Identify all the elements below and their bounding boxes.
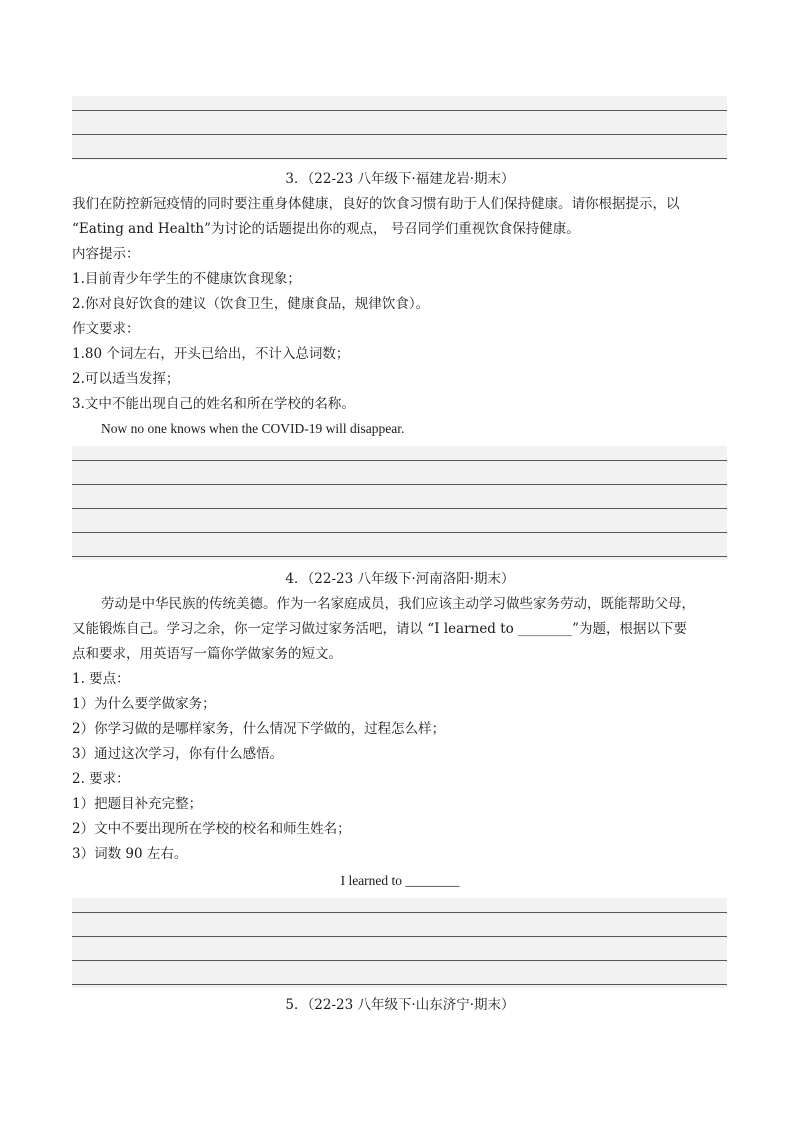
writing-line <box>72 110 727 111</box>
q3-requirement-2: 2.可以适当发挥； <box>72 371 180 387</box>
q4-requirement-1: 1）把题目补充完整； <box>72 796 203 812</box>
q4-point-2: 2）你学习做的是哪样家务，什么情况下学做的，过程怎么样； <box>72 721 446 737</box>
q4-point-3: 3）通过这次学习，你有什么感悟。 <box>72 746 284 762</box>
writing-line <box>72 134 727 135</box>
q4-requirement-3: 3）词数 90 左右。 <box>72 846 188 862</box>
writing-line <box>72 508 727 509</box>
q3-hint-2: 2.你对良好饮食的建议（饮食卫生，健康食品，规律饮食）。 <box>72 296 430 312</box>
question-4-heading: 4．（22-23 八年级下·河南洛阳·期末） <box>285 571 515 587</box>
q4-intro-line-3: 点和要求，用英语写一篇你学做家务的短文。 <box>72 646 342 662</box>
q4-point-1: 1）为什么要学做家务； <box>72 696 216 712</box>
q4-requirements-title: 2. 要求： <box>72 771 130 787</box>
writing-line <box>72 912 727 913</box>
question-3-heading: 3．（22-23 八年级下·福建龙岩·期末） <box>285 171 515 187</box>
writing-lines-q4[interactable] <box>72 898 727 988</box>
writing-lines-q2[interactable] <box>72 96 727 160</box>
writing-line <box>72 556 727 557</box>
q3-requirements-title: 作文要求： <box>72 321 140 337</box>
question-5-heading: 5．（22-23 八年级下·山东济宁·期末） <box>285 997 515 1013</box>
writing-line <box>72 984 727 985</box>
q4-intro-line-1: 劳动是中华民族的传统美德。作为一名家庭成员，我们应该主动学习做些家务劳动，既能帮助父母， <box>101 596 695 612</box>
q3-opening-sentence: Now no one knows when the COVID-19 will disappear. <box>101 421 405 436</box>
q3-hint-1: 1.目前青少年学生的不健康饮食现象； <box>72 271 301 287</box>
q4-intro-line-2: 又能锻炼自己。学习之余，你一定学习做过家务活吧，请以 “I learned to ________”为题，根据以下要 <box>72 621 687 637</box>
q4-points-title: 1. 要点： <box>72 671 130 687</box>
writing-line <box>72 936 727 937</box>
q4-essay-title: I learned to ________ <box>340 873 460 888</box>
writing-lines-q3[interactable] <box>72 446 727 560</box>
q3-intro-line-1: 我们在防控新冠疫情的同时要注重身体健康，良好的饮食习惯有助于人们保持健康。请你根据提示，以 <box>72 196 680 212</box>
writing-line <box>72 484 727 485</box>
writing-line <box>72 960 727 961</box>
q4-requirement-2: 2）文中不要出现所在学校的校名和师生姓名； <box>72 821 351 837</box>
writing-line <box>72 460 727 461</box>
q3-intro-line-2: “Eating and Health”为讨论的话题提出你的观点， 号召同学们重视饮食保持健康。 <box>72 221 580 237</box>
q3-requirement-1: 1.80 个词左右，开头已给出，不计入总词数； <box>72 346 350 362</box>
writing-line <box>72 158 727 159</box>
q3-requirement-3: 3.文中不能出现自己的姓名和所在学校的名称。 <box>72 396 355 412</box>
q3-hints-title: 内容提示： <box>72 246 140 262</box>
writing-line <box>72 532 727 533</box>
